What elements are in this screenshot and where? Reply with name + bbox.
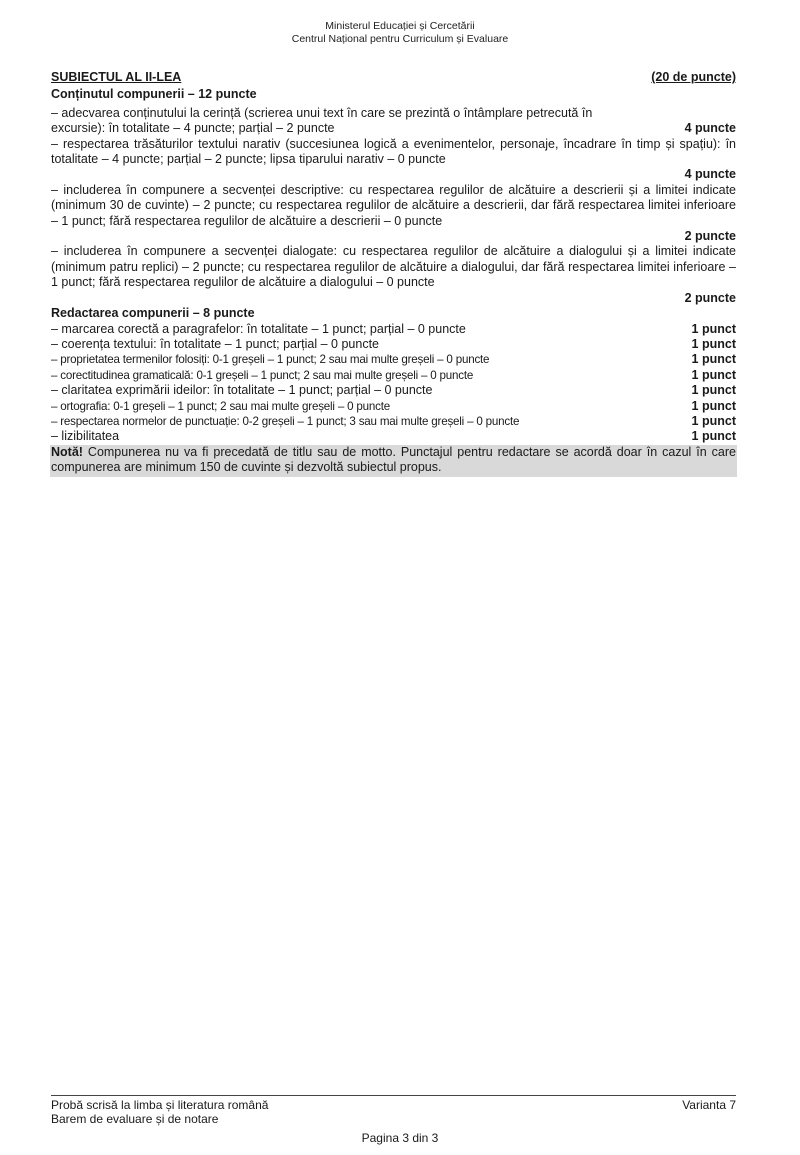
footer-variant: Varianta 7 [682,1098,736,1112]
redaction-item-text: – marcarea corectă a paragrafelor: în totalitate – 1 punct; parțial – 0 puncte [51,321,466,336]
content-criterion [51,244,736,306]
criterion-points: 4 puncte [684,121,736,136]
redaction-item [51,414,736,429]
redaction-item-text: – proprietatea termenilor folosiți: 0-1 greșeli – 1 punct; 2 sau mai multe greșeli – 0 puncte [51,353,490,367]
criterion-text-tail: excursie): în totalitate – 4 puncte; parțial – 2 puncte [51,121,335,136]
redaction-item-text: – coerența textului: în totalitate – 1 punct; parțial – 0 puncte [51,336,379,351]
note-text: Compunerea nu va fi precedată de titlu sau de motto. Punctajul pentru redactare se acordă doar în cazul în care compunerea are minimum 150 de cuvinte și dezvoltă subiectul propus. [51,444,736,475]
redaction-item-text: – respectarea normelor de punctuație: 0-2 greșeli – 1 punct; 3 sau mai multe greșeli – 0 puncte [51,414,520,428]
footer-exam-title: Probă scrisă la limba și literatura română [51,1098,269,1112]
document-body [51,70,736,477]
redaction-section-title: Redactarea compunerii – 8 puncte [51,306,255,321]
redaction-item [51,383,736,398]
subject-heading [51,70,736,85]
criterion-text-main: – adecvarea conținutului la cerință (scrierea unui text în care se prezintă o întâmplare petrecută în [51,105,593,120]
ministry-name: Ministerul Educației și Cercetării [325,20,475,32]
redaction-item-points: 1 punct [691,413,736,428]
redaction-item-points: 1 punct [691,429,736,444]
redaction-item [51,399,736,414]
redaction-item-points: 1 punct [691,367,736,382]
subject-title: SUBIECTUL AL II-LEA [51,70,182,84]
criterion-text: – includerea în compunere a secvenței dialogate: cu respectarea regulilor de alcătuire a dialogului și a limitei indicate (minimum patru replici) – 2 puncte; cu respectarea regulilor de alcătuire a dialogului, dar fără respectarea limitei inferioare – 1 punct; fără respectarea regulilor de alcătuire a dialogului – 0 puncte [51,244,736,290]
criterion-points: 4 puncte [684,167,736,182]
content-criterion [51,183,736,245]
redaction-item [51,322,736,337]
redaction-item-points: 1 punct [691,336,736,351]
content-section-title: Conținutul compunerii – 12 puncte [51,87,257,102]
criterion-points: 2 puncte [684,290,736,305]
document-header [0,20,800,46]
footer-exam-info [51,1098,268,1126]
redaction-item-text: – claritatea exprimării ideilor: în totalitate – 1 punct; parțial – 0 puncte [51,383,433,398]
footer-divider [51,1095,736,1096]
redaction-item [51,429,736,444]
redaction-item-text: – ortografia: 0-1 greșeli – 1 punct; 2 sau mai multe greșeli – 0 puncte [51,399,390,413]
criterion-text: – includerea în compunere a secvenței descriptive: cu respectarea regulilor de alcătuire a descrierii și a limitei indicate (minimum 30 de cuvinte) – 2 puncte; cu respectarea regulilor de alcătuire a descrierii, dar fără respectarea limitei inferioare – 1 punct; fără respectarea regulilor de alcătuire a descrierii – 0 puncte [51,182,736,228]
criterion-last-line [51,121,736,136]
redaction-item [51,368,736,383]
redaction-item [51,337,736,352]
criterion-text: – respectarea trăsăturilor textului narativ (succesiunea logică a evenimentelor, personaje, încadrare în timp și spațiu): în totalitate – 4 puncte; parțial – 2 puncte; lipsa tiparului narativ – 0 puncte [51,136,736,167]
redaction-item-text: – lizibilitatea [51,429,120,444]
redaction-item-points: 1 punct [691,383,736,398]
redaction-item [51,352,736,367]
center-name: Centrul Național pentru Curriculum și Evaluare [291,33,509,45]
redaction-item-points: 1 punct [691,321,736,336]
content-criterion [51,137,736,183]
footer-doc-type: Barem de evaluare și de notare [51,1112,219,1126]
grading-note [50,445,737,477]
subject-points: (20 de puncte) [651,70,736,84]
redaction-item-points: 1 punct [691,352,736,367]
footer-page-number: Pagina 3 din 3 [361,1131,439,1145]
criterion-points: 2 puncte [684,229,736,244]
redaction-item-text: – corectitudinea gramaticală: 0-1 greșeli – 1 punct; 2 sau mai multe greșeli – 0 puncte [51,368,474,382]
note-label: Notă! [51,444,83,459]
content-criterion [51,106,736,137]
criterion-text [51,106,736,121]
redaction-item-points: 1 punct [691,398,736,413]
